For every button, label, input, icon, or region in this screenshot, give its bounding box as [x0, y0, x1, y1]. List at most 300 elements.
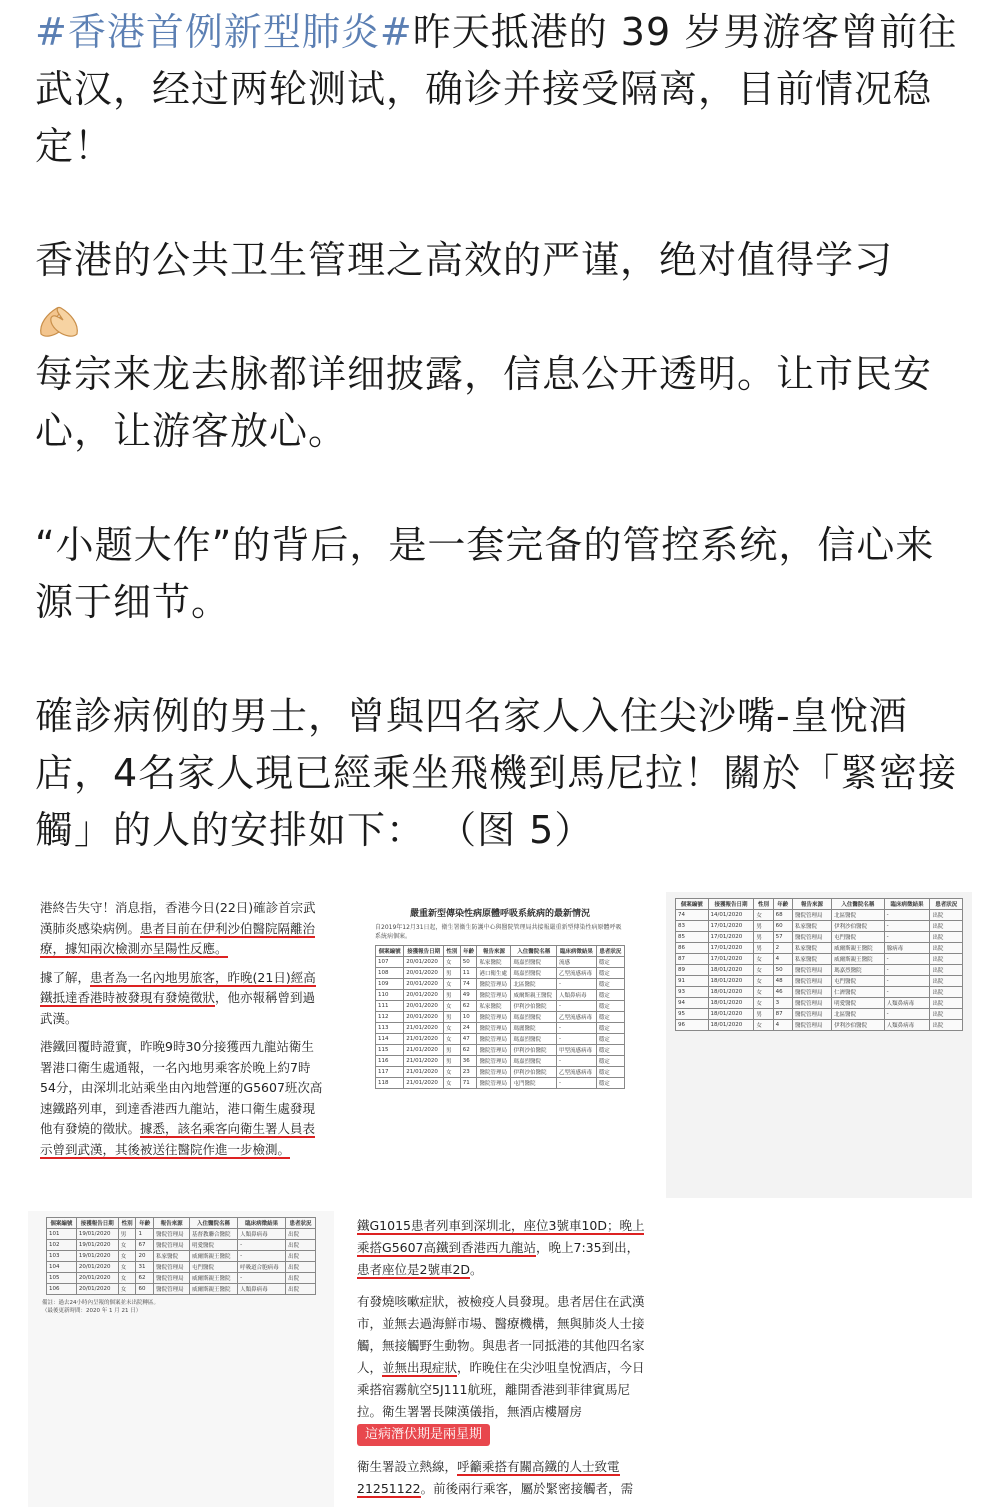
table-cell: -: [556, 1056, 596, 1067]
table-cell: 穩定: [596, 1045, 624, 1056]
table-cell: 118: [376, 1078, 404, 1089]
table-cell: 醫院管理局: [792, 1020, 831, 1031]
table-row: [676, 965, 963, 976]
table-cell: 女: [118, 1273, 136, 1284]
incubation-label: 這病潛伏期是兩星期: [357, 1424, 490, 1446]
case-table-4: [46, 1217, 316, 1295]
table-cell: 流感: [556, 957, 596, 968]
table-cell: 47: [460, 1034, 477, 1045]
table-cell: 95: [676, 1009, 709, 1020]
table-header-row: [676, 899, 963, 910]
table-cell: 醫院管理局: [792, 932, 831, 943]
table-cell: 女: [118, 1284, 136, 1295]
image-thumbnail-1[interactable]: [28, 892, 334, 1198]
table-header-row: [376, 946, 625, 957]
table-cell: 19/01/2020: [76, 1240, 118, 1251]
table-cell: -: [884, 987, 930, 998]
table-cell: 瑪嘉烈醫院: [511, 1012, 557, 1023]
table-cell: 20: [136, 1251, 154, 1262]
table-cell: 女: [443, 1034, 460, 1045]
case-table-2: [375, 945, 625, 1089]
table-cell: 62: [136, 1273, 154, 1284]
news5-p1d: 患者座位是2號車2D: [357, 1262, 471, 1277]
table-cell: 女: [118, 1240, 136, 1251]
table-cell: 男: [118, 1229, 136, 1240]
table-cell: 3: [773, 998, 792, 1009]
table-cell: -: [884, 976, 930, 987]
table-row: [47, 1284, 316, 1295]
table-cell: 醫院管理局: [477, 1056, 511, 1067]
table-header-cell: 報告來源: [154, 1218, 190, 1229]
news5-p2b: 並無出現症狀: [382, 1360, 458, 1375]
doc-title: 嚴重新型傳染性病原體呼吸系統病的最新情況: [409, 909, 590, 919]
table-header-cell: 臨床病徵結果: [884, 899, 930, 910]
table-cell: 乙型流感病毒: [556, 968, 596, 979]
table-cell: 醫院管理局: [792, 987, 831, 998]
table-cell: 74: [460, 979, 477, 990]
table-cell: 出院: [930, 910, 963, 921]
table-cell: 人類鼻病毒: [884, 1020, 930, 1031]
table-row: [376, 979, 625, 990]
table-cell: 20/01/2020: [404, 968, 444, 979]
table-cell: 醫院管理局: [154, 1284, 190, 1295]
table-cell: 出院: [286, 1229, 316, 1240]
table-row: [376, 957, 625, 968]
table-cell: 36: [460, 1056, 477, 1067]
table-cell: 伊利沙伯醫院: [511, 1045, 557, 1056]
table-cell: 20/01/2020: [404, 1012, 444, 1023]
table-cell: 111: [376, 1001, 404, 1012]
table-header-cell: 接獲報告日期: [404, 946, 444, 957]
table-cell: 109: [376, 979, 404, 990]
table-cell: 北區醫院: [511, 979, 557, 990]
table-cell: 穩定: [596, 1056, 624, 1067]
table-row: [676, 1009, 963, 1020]
table-cell: 港口衛生處: [477, 968, 511, 979]
table-cell: 女: [754, 954, 773, 965]
table-header-cell: 性別: [443, 946, 460, 957]
table-cell: 11: [460, 968, 477, 979]
post-line1-text: 昨天抵港的 39 岁男游客曾前往武汉，经过两轮测试，确诊并接受隔离，目前情况稳定！: [35, 10, 958, 168]
table-cell: 116: [376, 1056, 404, 1067]
table-row: [376, 1012, 625, 1023]
table-cell: 18/01/2020: [708, 1009, 754, 1020]
table-cell: 出院: [930, 965, 963, 976]
table-cell: 醫院管理局: [792, 965, 831, 976]
table-cell: 10: [460, 1012, 477, 1023]
table-cell: 北區醫院: [832, 1009, 884, 1020]
table-cell: 瑪嘉烈醫院: [511, 1056, 557, 1067]
post-paragraph-4: “小题大作”的背后，是一套完备的管控系统，信心来源于细节。: [35, 523, 935, 624]
table-row: [376, 1001, 625, 1012]
post-paragraph-1: [35, 4, 965, 175]
table-cell: 21/01/2020: [404, 1067, 444, 1078]
table-cell: 83: [676, 921, 709, 932]
table-cell: 女: [754, 976, 773, 987]
table-cell: 伊利沙伯醫院: [511, 1001, 557, 1012]
image-thumbnail-2[interactable]: [347, 892, 653, 1198]
table-cell: -: [884, 910, 930, 921]
table-row: [376, 1056, 625, 1067]
table-cell: 人類鼻病毒: [238, 1284, 286, 1295]
table-cell: 醫院管理局: [154, 1273, 190, 1284]
news5-para2: [357, 1291, 645, 1446]
table-cell: 穩定: [596, 1067, 624, 1078]
table-cell: 87: [676, 954, 709, 965]
table-cell: 106: [47, 1284, 77, 1295]
table-cell: 屯門醫院: [832, 976, 884, 987]
table-cell: 出院: [930, 943, 963, 954]
table-cell: 女: [118, 1262, 136, 1273]
news5-para3: [357, 1456, 645, 1500]
news5-p3b: 呼籲乘搭有關高鐵的人士致電21251122: [357, 1459, 620, 1496]
table-notes: [28, 1295, 334, 1319]
table-cell: 21/01/2020: [404, 1023, 444, 1034]
table-cell: 94: [676, 998, 709, 1009]
table-cell: 威爾斯親王醫院: [511, 990, 557, 1001]
table-row: [47, 1240, 316, 1251]
table-cell: 31: [136, 1262, 154, 1273]
table-cell: 68: [773, 910, 792, 921]
table-header-cell: 年齡: [773, 899, 792, 910]
table-cell: 18/01/2020: [708, 1020, 754, 1031]
table-cell: 18/01/2020: [708, 965, 754, 976]
table-row: [47, 1262, 316, 1273]
table-cell: 明愛醫院: [190, 1240, 238, 1251]
post-paragraph-2: [35, 232, 965, 346]
table-cell: 穩定: [596, 1012, 624, 1023]
table-cell: 23: [460, 1067, 477, 1078]
table-cell: 17/01/2020: [708, 943, 754, 954]
table-cell: 穩定: [596, 1001, 624, 1012]
table-cell: -: [884, 954, 930, 965]
table-cell: 21/01/2020: [404, 1034, 444, 1045]
table-cell: 醫院管理局: [792, 976, 831, 987]
table-cell: 醫院管理局: [154, 1229, 190, 1240]
table-cell: 醫院管理局: [477, 1067, 511, 1078]
table-cell: 屯門醫院: [832, 932, 884, 943]
table-cell: -: [884, 921, 930, 932]
table-cell: 85: [676, 932, 709, 943]
table-cell: 19/01/2020: [76, 1229, 118, 1240]
table-cell: 醫院管理局: [477, 1012, 511, 1023]
table-cell: 110: [376, 990, 404, 1001]
table-cell: 50: [773, 965, 792, 976]
notes-text: 備註：過去24小時內呈報的個案並未出院轉區。: [42, 1300, 160, 1306]
table-cell: -: [884, 1009, 930, 1020]
table-row: [676, 943, 963, 954]
table-cell: 瑪嘉烈醫院: [511, 968, 557, 979]
table-cell: 出院: [286, 1240, 316, 1251]
news1-para2: [40, 968, 326, 1030]
table-cell: -: [556, 1023, 596, 1034]
table-cell: 108: [376, 968, 404, 979]
table-cell: 人類鼻病毒: [884, 998, 930, 1009]
table-cell: 男: [754, 932, 773, 943]
table-cell: 瑪嘉烈醫院: [511, 1034, 557, 1045]
table-cell: 伊利沙伯醫院: [511, 1067, 557, 1078]
table-cell: 穩定: [596, 1034, 624, 1045]
table-cell: 基督教聯合醫院: [190, 1229, 238, 1240]
table-header-cell: 個案編號: [47, 1218, 77, 1229]
table-cell: 女: [754, 965, 773, 976]
table-header-cell: 入住醫院名稱: [832, 899, 884, 910]
table-cell: 87: [773, 1009, 792, 1020]
table-row: [47, 1229, 316, 1240]
table-header-cell: 性別: [754, 899, 773, 910]
table-header-row: [47, 1218, 316, 1229]
table-cell: 女: [443, 979, 460, 990]
table-header-cell: 報告來源: [477, 946, 511, 957]
post-para2-text: 香港的公共卫生管理之高效的严谨，绝对值得学习: [35, 238, 894, 282]
table-cell: 男: [443, 1045, 460, 1056]
hashtag-link[interactable]: #香港首例新型肺炎#: [35, 10, 413, 54]
table-cell: 20/01/2020: [76, 1262, 118, 1273]
table-cell: 瑪麗醫院: [511, 1023, 557, 1034]
table-row: [676, 998, 963, 1009]
table-cell: -: [884, 932, 930, 943]
image-thumbnail-4[interactable]: [28, 1211, 334, 1507]
news1-p2c: ，昨晚(21日)經高鐵抵達香港時被發現有發燒徵狀: [40, 969, 316, 1005]
table-cell: 私家醫院: [792, 943, 831, 954]
table-cell: 2: [773, 943, 792, 954]
table-cell: 私家醫院: [792, 921, 831, 932]
table-cell: -: [884, 965, 930, 976]
table-cell: 104: [47, 1262, 77, 1273]
table-cell: 男: [754, 921, 773, 932]
table-cell: 出院: [286, 1273, 316, 1284]
table-header-cell: 患者狀況: [930, 899, 963, 910]
table-cell: 伊利沙伯醫院: [832, 1020, 884, 1031]
table-cell: 穩定: [596, 979, 624, 990]
table-cell: 女: [754, 998, 773, 1009]
table-cell: 醫院管理局: [477, 1034, 511, 1045]
table-cell: 出院: [930, 998, 963, 1009]
table-cell: 20/01/2020: [404, 990, 444, 1001]
table-cell: 21/01/2020: [404, 1078, 444, 1089]
table-cell: 21/01/2020: [404, 1045, 444, 1056]
table-cell: 腺病毒: [884, 943, 930, 954]
table-row: [376, 990, 625, 1001]
table-cell: -: [556, 1001, 596, 1012]
table-cell: 乙型流感病毒: [556, 1067, 596, 1078]
table-cell: 女: [443, 1067, 460, 1078]
table-cell: 醫院管理局: [792, 910, 831, 921]
image-thumbnail-5[interactable]: [347, 1211, 653, 1507]
table-cell: 出院: [930, 954, 963, 965]
table-cell: 穩定: [596, 990, 624, 1001]
table-row: [676, 932, 963, 943]
table-cell: 醫院管理局: [477, 990, 511, 1001]
table-cell: 4: [773, 954, 792, 965]
table-cell: 50: [460, 957, 477, 968]
table-cell: 86: [676, 943, 709, 954]
table-cell: 19/01/2020: [76, 1251, 118, 1262]
table-cell: -: [238, 1273, 286, 1284]
table-cell: 女: [443, 1001, 460, 1012]
table-cell: 46: [773, 987, 792, 998]
table-header-cell: 接獲報告日期: [76, 1218, 118, 1229]
table-cell: 105: [47, 1273, 77, 1284]
updated-text: （最後更新時間：2020 年 1 月 21 日）: [42, 1308, 142, 1314]
table-cell: 出院: [930, 1020, 963, 1031]
table-cell: 48: [773, 976, 792, 987]
table-cell: 威爾斯親王醫院: [832, 943, 884, 954]
table-cell: 醫院管理局: [477, 1023, 511, 1034]
table-cell: 出院: [286, 1251, 316, 1262]
table-cell: 穩定: [596, 968, 624, 979]
table-cell: 伊利沙伯醫院: [832, 921, 884, 932]
table-cell: 出院: [930, 1009, 963, 1020]
table-cell: 102: [47, 1240, 77, 1251]
table-cell: 1: [136, 1229, 154, 1240]
praying-hands-icon: [35, 300, 83, 340]
table-cell: 私家醫院: [477, 957, 511, 968]
table-cell: 114: [376, 1034, 404, 1045]
table-cell: 出院: [930, 987, 963, 998]
post-text: [35, 4, 965, 859]
news5-p2c: ，昨晚住在尖沙咀皇悅酒店，今日乘搭宿霧航空5J111航班，離開香港到菲律賓馬尼拉。衛生署署長陳漢儀指，無酒店樓層房: [357, 1360, 645, 1419]
table-cell: 67: [136, 1240, 154, 1251]
table-cell: 20/01/2020: [404, 979, 444, 990]
table-cell: 威爾斯親王醫院: [832, 954, 884, 965]
table-row: [47, 1251, 316, 1262]
table-cell: 出院: [930, 976, 963, 987]
news-screenshot-1: [28, 892, 334, 1160]
table-cell: 醫院管理局: [477, 979, 511, 990]
news5-p1c: ，晚上7:35到出，: [536, 1240, 640, 1255]
table-cell: -: [238, 1251, 286, 1262]
table-cell: 62: [460, 1045, 477, 1056]
table-header-cell: 個案編號: [676, 899, 709, 910]
image-grid: [28, 892, 972, 1507]
table-cell: 17/01/2020: [708, 921, 754, 932]
news1-p2d: ，他亦報稱曾到過武漢。: [40, 990, 316, 1026]
news5-p1b: G5607高鐵到香港西九龍站: [382, 1240, 537, 1255]
table-cell: 93: [676, 987, 709, 998]
table-cell: 107: [376, 957, 404, 968]
table-cell: 威爾斯親王醫院: [190, 1284, 238, 1295]
table-cell: 女: [754, 910, 773, 921]
table-header-cell: 患者狀況: [286, 1218, 316, 1229]
table-row: [676, 954, 963, 965]
table-cell: -: [556, 1034, 596, 1045]
image-thumbnail-3[interactable]: [666, 892, 972, 1198]
doc-intro: 自2019年12月31日起，衛生署衞生防護中心與醫院管理局共接報嚴重新型傳染性病原體呼吸系統病個案。: [375, 924, 622, 940]
table-cell: 17/01/2020: [708, 954, 754, 965]
table-cell: 人類鼻病毒: [238, 1229, 286, 1240]
table-row: [376, 1045, 625, 1056]
news5-p2a: 有發燒咳嗽症狀，被檢疫人員發現。患者居住在武漢市，並無去過海鮮市場、醫療機構，無與肺炎人士接觸，無接觸野生動物。與患者一同抵港的其他四名家人，: [357, 1294, 645, 1375]
table-row: [676, 987, 963, 998]
table-cell: 瑪嘉烈醫院: [832, 965, 884, 976]
table-cell: 男: [754, 1009, 773, 1020]
news5-p3a: 衛生署設立熱線，: [357, 1459, 458, 1474]
table-cell: 18/01/2020: [708, 987, 754, 998]
table-cell: 20/01/2020: [76, 1284, 118, 1295]
news1-p3a: 港鐵回覆時證實，昨晚9時30分接獲西九龍站衛生署港口衛生處通報，一名內地男乘客於晚上約7時54分，由深圳北站乘坐由內地營運的G5607班次高速鐵路列車，到達香港西九龍站，港口衛生處發現他有發燒的徵狀。: [40, 1039, 323, 1136]
table-cell: 女: [118, 1251, 136, 1262]
table-row: [376, 1023, 625, 1034]
table-row: [376, 968, 625, 979]
table-cell: 18/01/2020: [708, 998, 754, 1009]
table-cell: 甲型流感病毒: [556, 1045, 596, 1056]
table-row: [676, 976, 963, 987]
table-cell: 醫院管理局: [792, 1009, 831, 1020]
table-cell: 74: [676, 910, 709, 921]
news5-para1: [357, 1215, 645, 1281]
news1-para1: [40, 898, 326, 960]
table-row: [676, 910, 963, 921]
table-cell: 出院: [286, 1284, 316, 1295]
table-header-cell: 年齡: [136, 1218, 154, 1229]
table-cell: 出院: [930, 932, 963, 943]
table-cell: 醫院管理局: [792, 998, 831, 1009]
table-row: [676, 1020, 963, 1031]
table-cell: -: [556, 979, 596, 990]
table-cell: 57: [773, 932, 792, 943]
table-cell: 醫院管理局: [477, 1045, 511, 1056]
table-cell: 威爾斯親王醫院: [190, 1273, 238, 1284]
table-cell: 20/01/2020: [404, 1001, 444, 1012]
table-row: [376, 1034, 625, 1045]
table-cell: 60: [773, 921, 792, 932]
table-cell: 男: [443, 990, 460, 1001]
table-cell: 私家醫院: [792, 954, 831, 965]
table-cell: 24: [460, 1023, 477, 1034]
table-header-cell: 入住醫院名稱: [190, 1218, 238, 1229]
table-header-cell: 入住醫院名稱: [511, 946, 557, 957]
table-cell: 醫院管理局: [477, 1078, 511, 1089]
table-cell: -: [556, 1078, 596, 1089]
news1-p2b: 患者為一名內地男旅客: [90, 969, 216, 985]
news-screenshot-5: [347, 1211, 653, 1500]
table-cell: 60: [136, 1284, 154, 1295]
news1-p2a: 據了解，: [40, 969, 91, 985]
table-cell: 女: [443, 1023, 460, 1034]
table-cell: 女: [754, 987, 773, 998]
table-row: [376, 1067, 625, 1078]
table-header-cell: 患者狀況: [596, 946, 624, 957]
news1-p1a: 港終告失守！消息指，香港今日(22日)確診首宗武漢肺炎感染病例。: [40, 900, 316, 936]
table-cell: 呼吸道合胞病毒: [238, 1262, 286, 1273]
table-cell: 103: [47, 1251, 77, 1262]
table-cell: 14/01/2020: [708, 910, 754, 921]
table-cell: 女: [754, 1020, 773, 1031]
table-cell: 96: [676, 1020, 709, 1031]
table-header-cell: 臨床病徵結果: [556, 946, 596, 957]
table-cell: 人類鼻病毒: [556, 990, 596, 1001]
table-cell: 醫院管理局: [154, 1240, 190, 1251]
table-cell: 明愛醫院: [832, 998, 884, 1009]
table-cell: -: [238, 1240, 286, 1251]
table-cell: 出院: [286, 1262, 316, 1273]
table-cell: 117: [376, 1067, 404, 1078]
table-cell: 乙型流感病毒: [556, 1012, 596, 1023]
table-cell: 89: [676, 965, 709, 976]
table-cell: 91: [676, 976, 709, 987]
news1-para3: [40, 1037, 326, 1160]
table-header-cell: 接獲報告日期: [708, 899, 754, 910]
table-cell: 屯門醫院: [190, 1262, 238, 1273]
post-paragraph-3: 每宗来龙去脉都详细披露，信息公开透明。让市民安心，让游客放心。: [35, 352, 933, 453]
table-header-cell: 報告來源: [792, 899, 831, 910]
table-header-cell: 性別: [118, 1218, 136, 1229]
table-row: [676, 921, 963, 932]
table-cell: 女: [443, 957, 460, 968]
table-header-cell: 年齡: [460, 946, 477, 957]
table-cell: 49: [460, 990, 477, 1001]
